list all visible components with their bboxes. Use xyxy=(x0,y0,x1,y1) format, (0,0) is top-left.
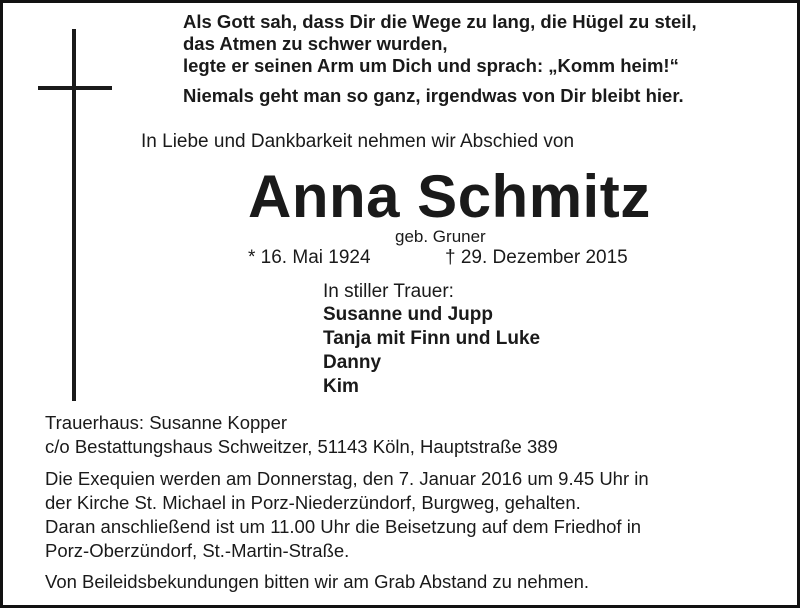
mourning-house xyxy=(45,411,558,459)
funeral-line-1: Die Exequien werden am Donnerstag, den 7. Januar 2016 um 9.45 Uhr in xyxy=(45,468,649,489)
mourning-house-line-1: Trauerhaus: Susanne Kopper xyxy=(45,412,288,433)
cross-horizontal-bar xyxy=(38,86,112,90)
closing-note: Von Beileidsbekundungen bitten wir am Grab Abstand zu nehmen. xyxy=(45,571,590,592)
mourners-list xyxy=(323,303,540,399)
deceased-name: Anna Schmitz xyxy=(248,163,651,230)
poem-line-3: legte er seinen Arm um Dich und sprach: „Komm heim!“ xyxy=(183,55,679,76)
maiden-name: geb. Gruner xyxy=(395,227,486,246)
funeral-line-4: Porz-Oberzündorf, St.-Martin-Straße. xyxy=(45,540,350,561)
mourner-item: Danny xyxy=(323,352,382,373)
funeral-line-3: Daran anschließend ist um 11.00 Uhr die Beisetzung auf dem Friedhof in xyxy=(45,516,642,537)
mourners-label: In stiller Trauer: xyxy=(323,281,454,302)
funeral-details xyxy=(45,467,649,563)
mourner-item: Kim xyxy=(323,376,359,397)
mourning-house-line-2: c/o Bestattungshaus Schweitzer, 51143 Köln, Hauptstraße 389 xyxy=(45,436,558,457)
cross-vertical-bar xyxy=(72,29,76,401)
intro-text: In Liebe und Dankbarkeit nehmen wir Abschied von xyxy=(141,131,575,152)
mourner-item: Tanja mit Finn und Luke xyxy=(323,328,541,349)
poem-line-4: Niemals geht man so ganz, irgendwas von Dir bleibt hier. xyxy=(183,85,684,106)
poem-line-2: das Atmen zu schwer wurden, xyxy=(183,33,448,54)
poem xyxy=(183,11,697,107)
funeral-line-2: der Kirche St. Michael in Porz-Niederzündorf, Burgweg, gehalten. xyxy=(45,492,581,513)
death-date: † 29. Dezember 2015 xyxy=(445,247,628,268)
birth-date: * 16. Mai 1924 xyxy=(248,247,371,268)
mourner-item: Susanne und Jupp xyxy=(323,304,493,325)
poem-line-1: Als Gott sah, dass Dir die Wege zu lang, die Hügel zu steil, xyxy=(183,11,697,32)
